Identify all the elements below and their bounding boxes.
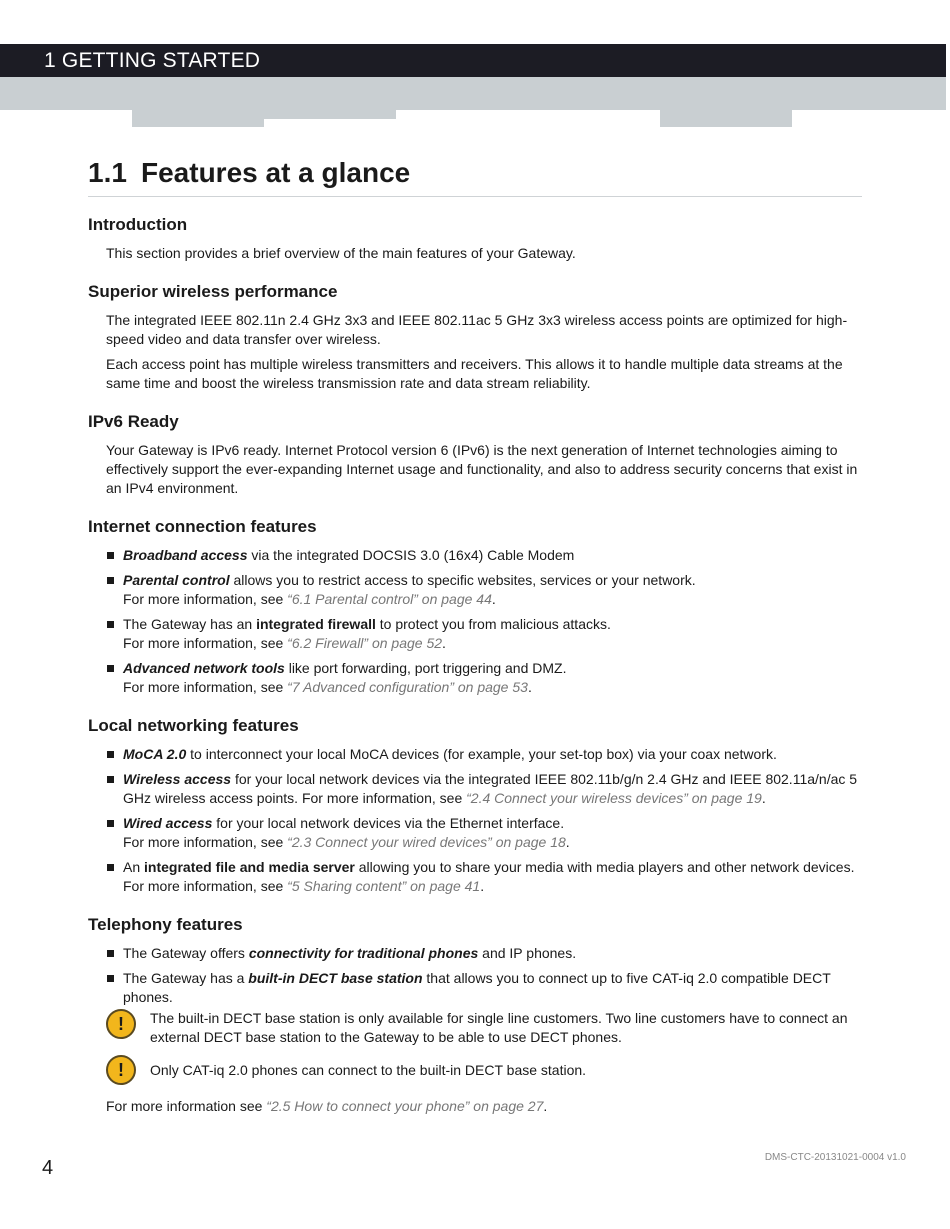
bullet-icon [107,665,114,672]
feature-name: Advanced network tools [123,660,285,676]
list-item [106,745,864,764]
feature-name: Wireless access [123,771,232,787]
local-feature-list [88,745,864,896]
feature-name: built-in DECT base station [248,970,423,986]
wireless-heading: Superior wireless performance [88,282,338,301]
feature-name: connectivity for traditional phones [248,945,479,961]
ipv6-text: Your Gateway is IPv6 ready. Internet Protocol version 6 (IPv6) is the next generation of Internet technologies aiming to effectively support the ever-expanding Internet usage and functionality, and also to address security concerns that exist in an IPv4 environment. [106,442,858,496]
warning-icon: ! [106,1009,136,1039]
bullet-icon [107,776,114,783]
note-text: Only CAT-iq 2.0 phones can connect to the built-in DECT base station. [150,1062,587,1078]
section-title-text: Features at a glance [141,157,411,188]
telephony-section [88,914,864,1116]
list-item [106,571,864,609]
local-heading: Local networking features [88,716,299,735]
more-info-text: For more information see [106,1098,267,1114]
bullet-icon [107,577,114,584]
more-info-text: For more information, see [123,591,288,607]
list-item [106,615,864,653]
feature-text: for your local network devices via the integrated IEEE 802.11b/g/n 2.4 GHz and IEEE 802.11a/n/ac 5 GHz wireless access points. For more information, see [123,771,858,806]
cross-reference-link[interactable]: “5 Sharing content” on page 41 [287,878,481,894]
feature-text: and IP phones. [478,945,577,961]
internet-section [88,516,864,697]
document-id: DMS-CTC-20131021-0004 v1.0 [764,1152,906,1163]
feature-text: to interconnect your local MoCA devices (for example, your set-top box) via your coax network. [186,746,777,762]
bullet-icon [107,950,114,957]
cross-reference-link[interactable]: “6.2 Firewall” on page 52 [287,635,443,651]
internet-feature-list [88,546,864,697]
feature-name: integrated firewall [256,616,376,632]
feature-text: via the integrated DOCSIS 3.0 (16x4) Cable Modem [247,547,575,563]
page-content [88,214,864,1134]
list-item [106,770,864,808]
intro-section [88,214,864,263]
cross-reference-link[interactable]: “6.1 Parental control” on page 44 [287,591,492,607]
list-item [106,659,864,697]
header-tab [264,110,396,119]
ipv6-heading: IPv6 Ready [88,412,179,431]
wireless-section [88,281,864,393]
telephony-heading: Telephony features [88,915,243,934]
feature-text: to protect you from malicious attacks. [375,616,611,632]
feature-text: An [123,859,145,875]
feature-text: allows you to restrict access to specific websites, services or your network. [229,572,696,588]
warning-note [106,1055,864,1089]
wireless-paragraph: The integrated IEEE 802.11n 2.4 GHz 3x3 and IEEE 802.11ac 5 GHz 3x3 wireless access points are optimized for high-speed video and data transfer over wireless. [106,312,848,347]
wireless-paragraph: Each access point has multiple wireless transmitters and receivers. This allows it to handle multiple data streams at the same time and boost the wireless transmission rate and data stream reliability. [106,356,843,391]
more-info-text: For more information, see [123,834,288,850]
warning-icon: ! [106,1055,136,1085]
chapter-header: 1 GETTING STARTED [0,44,946,77]
bullet-icon [107,975,114,982]
feature-name: integrated file and media server [144,859,355,875]
list-item [106,969,864,1007]
header-tab [660,110,792,127]
telephony-feature-list [88,944,864,1007]
bullet-icon [107,552,114,559]
cross-reference-link[interactable]: “2.3 Connect your wired devices” on page 18 [287,834,566,850]
cross-reference-link[interactable]: “2.4 Connect your wireless devices” on page 19 [466,790,762,806]
header-band [0,77,946,110]
bullet-icon [107,864,114,871]
feature-name: Broadband access [123,547,248,563]
more-info-text: For more information, see [123,679,288,695]
section-number: 1.1 [88,157,127,188]
cross-reference-link[interactable]: “7 Advanced configuration” on page 53 [287,679,528,695]
intro-text: This section provides a brief overview of the main features of your Gateway. [106,245,576,261]
punctuation: . [491,591,496,607]
punctuation: . [565,834,570,850]
more-info-text: For more information, see [123,635,288,651]
feature-text: The Gateway has an [123,616,257,632]
list-item [106,858,864,896]
page-number: 4 [42,1157,54,1179]
bullet-icon [107,621,114,628]
bullet-icon [107,820,114,827]
section-title [88,154,862,197]
feature-text: The Gateway has a [123,970,249,986]
feature-text: like port forwarding, port triggering and DMZ. [284,660,567,676]
punctuation: . [480,878,485,894]
punctuation: . [543,1098,548,1114]
feature-text: The Gateway offers [123,945,249,961]
bullet-icon [107,751,114,758]
intro-heading: Introduction [88,215,188,234]
list-item [106,814,864,852]
punctuation: . [761,790,766,806]
local-section [88,715,864,896]
header-tab [132,110,264,127]
telephony-more-info [106,1097,864,1116]
punctuation: . [442,635,446,651]
list-item [106,944,864,963]
feature-text: that allows you to connect up to five CAT-iq 2.0 compatible DECT phones. [123,970,831,1005]
ipv6-section [88,411,864,498]
feature-text: allowing you to share your media with media players and other network devices. For more information, see [123,859,855,894]
internet-heading: Internet connection features [88,517,317,536]
feature-name: Wired access [123,815,213,831]
feature-name: Parental control [123,572,230,588]
feature-name: MoCA 2.0 [123,746,187,762]
feature-text: for your local network devices via the Ethernet interface. [212,815,565,831]
cross-reference-link[interactable]: “2.5 How to connect your phone” on page 27 [266,1098,544,1114]
warning-note [106,1009,864,1047]
punctuation: . [527,679,532,695]
note-text: The built-in DECT base station is only available for single line customers. Two line customers have to connect an external DECT base station to the Gateway to be able to use DECT phones. [150,1010,848,1045]
list-item [106,546,864,565]
